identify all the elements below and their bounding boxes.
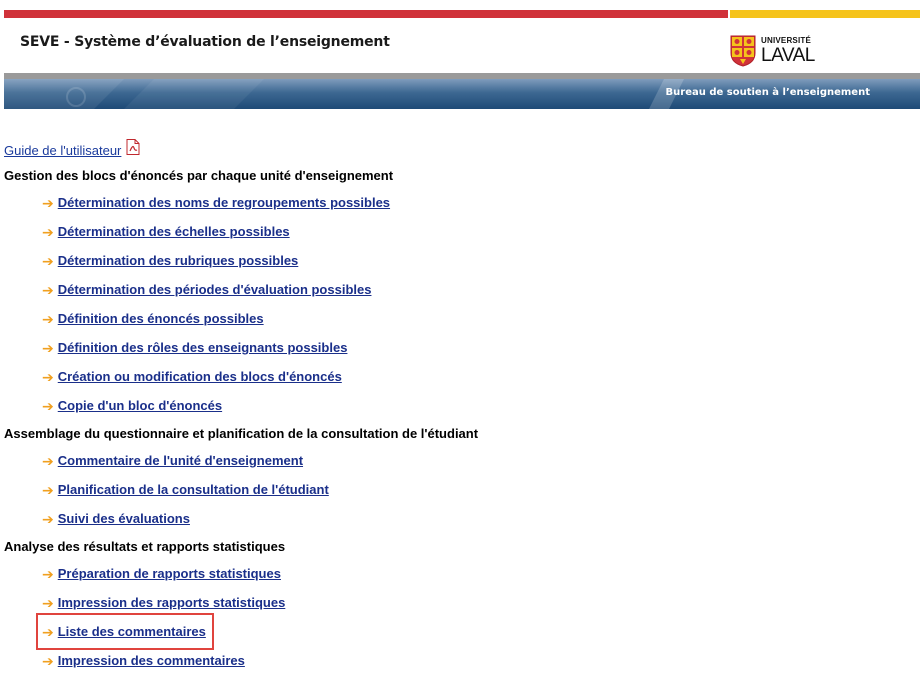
sections-container bbox=[4, 164, 904, 675]
link-wrapper bbox=[42, 559, 281, 588]
arrow-right-icon: ➔ bbox=[42, 565, 54, 582]
menu-link[interactable]: Impression des commentaires bbox=[57, 653, 245, 668]
link-wrapper bbox=[42, 504, 190, 533]
link-wrapper bbox=[42, 217, 290, 246]
menu-link[interactable]: Détermination des périodes d'évaluation possibles bbox=[57, 282, 372, 297]
menu-link[interactable]: Planification de la consultation de l'étudiant bbox=[57, 482, 329, 497]
main-content bbox=[4, 138, 904, 675]
arrow-right-icon: ➔ bbox=[42, 194, 54, 211]
link-wrapper bbox=[42, 275, 371, 304]
link-wrapper bbox=[42, 446, 303, 475]
header-stripe-yellow bbox=[730, 10, 920, 18]
list-item bbox=[4, 217, 904, 246]
link-list bbox=[4, 446, 904, 533]
arrow-right-icon: ➔ bbox=[42, 310, 54, 327]
list-item bbox=[4, 275, 904, 304]
pdf-icon[interactable] bbox=[125, 139, 141, 155]
list-item bbox=[4, 559, 904, 588]
list-item bbox=[4, 475, 904, 504]
link-list bbox=[4, 188, 904, 420]
arrow-right-icon: ➔ bbox=[42, 652, 54, 669]
app-title: SEVE - Système d’évaluation de l’enseignement bbox=[20, 34, 390, 50]
link-wrapper bbox=[42, 475, 329, 504]
menu-link[interactable]: Préparation de rapports statistiques bbox=[57, 566, 281, 581]
section-heading: Analyse des résultats et rapports statistiques bbox=[4, 539, 286, 554]
link-wrapper bbox=[42, 362, 342, 391]
arrow-right-icon: ➔ bbox=[42, 452, 54, 469]
laval-shield-icon bbox=[730, 35, 756, 67]
list-item bbox=[4, 246, 904, 275]
menu-link[interactable]: Détermination des échelles possibles bbox=[57, 224, 290, 239]
arrow-right-icon: ➔ bbox=[42, 252, 54, 269]
header-stripe-red bbox=[4, 10, 728, 18]
menu-link[interactable]: Commentaire de l'unité d'enseignement bbox=[57, 453, 304, 468]
user-guide-link[interactable]: Guide de l'utilisateur bbox=[4, 143, 122, 158]
link-wrapper bbox=[42, 304, 264, 333]
list-item bbox=[4, 333, 904, 362]
list-item bbox=[4, 646, 904, 675]
logo-university-text: UNIVERSITÉ bbox=[761, 36, 812, 45]
list-item bbox=[4, 391, 904, 420]
logo-laval-text: LAVAL bbox=[761, 45, 815, 66]
menu-link[interactable]: Détermination des noms de regroupements possibles bbox=[57, 195, 391, 210]
arrow-right-icon: ➔ bbox=[42, 281, 54, 298]
menu-link[interactable]: Suivi des évaluations bbox=[57, 511, 190, 526]
arrow-right-icon: ➔ bbox=[42, 223, 54, 240]
section-heading: Gestion des blocs d'énoncés par chaque unité d'enseignement bbox=[4, 168, 394, 183]
link-wrapper bbox=[42, 588, 285, 617]
menu-link[interactable]: Définition des énoncés possibles bbox=[57, 311, 264, 326]
menu-link[interactable]: Liste des commentaires bbox=[57, 624, 206, 639]
arrow-right-icon: ➔ bbox=[42, 481, 54, 498]
menu-link[interactable]: Impression des rapports statistiques bbox=[57, 595, 286, 610]
list-item bbox=[4, 304, 904, 333]
list-item bbox=[4, 188, 904, 217]
link-wrapper bbox=[42, 646, 245, 675]
menu-link[interactable]: Détermination des rubriques possibles bbox=[57, 253, 299, 268]
list-item bbox=[4, 617, 904, 646]
arrow-right-icon: ➔ bbox=[42, 623, 54, 640]
link-list bbox=[4, 559, 904, 675]
banner-text: Bureau de soutien à l’enseignement bbox=[665, 87, 870, 98]
link-wrapper bbox=[42, 246, 298, 275]
arrow-right-icon: ➔ bbox=[42, 594, 54, 611]
link-wrapper bbox=[42, 391, 222, 420]
section-heading: Assemblage du questionnaire et planification de la consultation de l'étudiant bbox=[4, 426, 479, 441]
universite-laval-logo[interactable] bbox=[730, 33, 830, 69]
guide-row bbox=[4, 138, 904, 158]
list-item bbox=[4, 362, 904, 391]
list-item bbox=[4, 504, 904, 533]
arrow-right-icon: ➔ bbox=[42, 510, 54, 527]
arrow-right-icon: ➔ bbox=[42, 368, 54, 385]
menu-link[interactable]: Création ou modification des blocs d'énoncés bbox=[57, 369, 342, 384]
menu-link[interactable]: Définition des rôles des enseignants possibles bbox=[57, 340, 348, 355]
highlighted-link-wrapper bbox=[38, 615, 212, 648]
banner bbox=[4, 79, 920, 109]
arrow-right-icon: ➔ bbox=[42, 339, 54, 356]
link-wrapper bbox=[42, 333, 347, 362]
link-wrapper bbox=[42, 188, 390, 217]
list-item bbox=[4, 588, 904, 617]
menu-link[interactable]: Copie d'un bloc d'énoncés bbox=[57, 398, 223, 413]
list-item bbox=[4, 446, 904, 475]
arrow-right-icon: ➔ bbox=[42, 397, 54, 414]
